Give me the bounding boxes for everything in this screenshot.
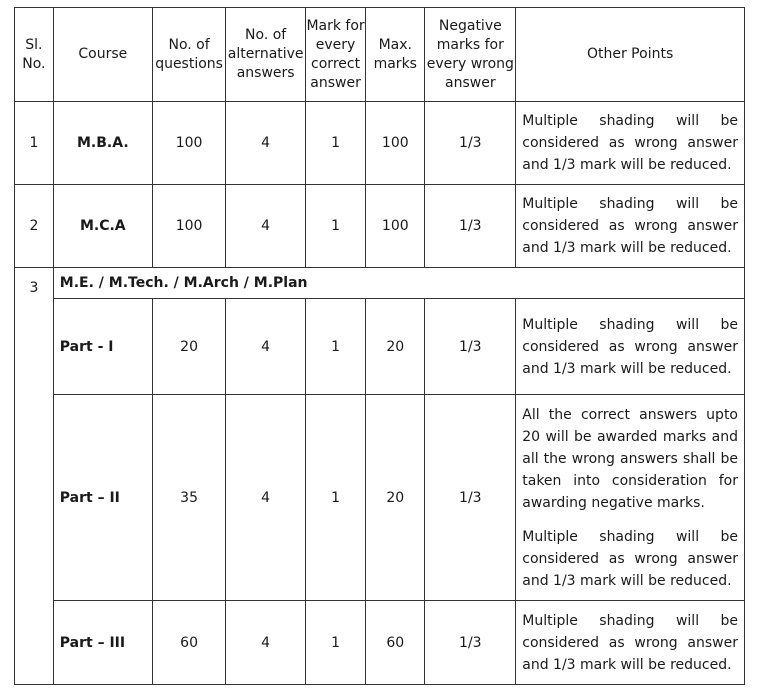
table-row (15, 601, 745, 685)
header-other: Other Points (516, 8, 745, 102)
part-cell: Part - I (53, 299, 152, 395)
table-row (15, 395, 745, 601)
notes-cell (516, 601, 745, 685)
max-cell: 100 (366, 185, 425, 268)
notes-cell (516, 185, 745, 268)
max-cell: 100 (366, 102, 425, 185)
questions-cell: 100 (152, 102, 226, 185)
part-cell: Part – II (53, 395, 152, 601)
negative-cell: 1/3 (425, 601, 516, 685)
questions-cell: 60 (152, 601, 226, 685)
table-row (15, 299, 745, 395)
header-row (15, 8, 745, 102)
course-cell: M.B.A. (53, 102, 152, 185)
mark-cell: 1 (305, 299, 365, 395)
note-text: Multiple shading will be considered as wrong answer and 1/3 mark will be reduced. (522, 612, 738, 673)
header-course: Course (53, 8, 152, 102)
alternatives-cell: 4 (226, 102, 306, 185)
header-mark: Mark for every correct answer (305, 8, 365, 102)
notes-cell (516, 102, 745, 185)
questions-cell: 100 (152, 185, 226, 268)
mark-cell: 1 (305, 395, 365, 601)
negative-cell: 1/3 (425, 395, 516, 601)
max-cell: 20 (366, 299, 425, 395)
note-text: Multiple shading will be considered as wrong answer and 1/3 mark will be reduced. (522, 316, 738, 377)
note-text: Multiple shading will be considered as wrong answer and 1/3 mark will be reduced. (522, 196, 738, 256)
mark-cell: 1 (305, 102, 365, 185)
alternatives-cell: 4 (226, 299, 306, 395)
sl-cell: 1 (15, 102, 54, 185)
questions-cell: 20 (152, 299, 226, 395)
negative-cell: 1/3 (425, 299, 516, 395)
sl-cell: 2 (15, 185, 54, 268)
alternatives-cell: 4 (226, 601, 306, 685)
mark-cell: 1 (305, 601, 365, 685)
max-cell: 20 (366, 395, 425, 601)
table-row (15, 102, 745, 185)
notes-cell (516, 395, 745, 601)
note-text: All the correct answers upto 20 will be awarded marks and all the wrong answers shall be taken into consideration for awarding negative marks. (522, 406, 738, 511)
header-questions: No. of questions (152, 8, 226, 102)
part-cell: Part – III (53, 601, 152, 685)
alternatives-cell: 4 (226, 185, 306, 268)
course-cell: M.C.A (53, 185, 152, 268)
questions-cell: 35 (152, 395, 226, 601)
note-text-2: Multiple shading will be considered as wrong answer and 1/3 mark will be reduced. (522, 528, 738, 589)
header-negative: Negative marks for every wrong answer (425, 8, 516, 102)
negative-cell: 1/3 (425, 102, 516, 185)
sl-cell: 3 (15, 268, 54, 685)
header-sl: Sl. No. (15, 8, 54, 102)
group-title: M.E. / M.Tech. / M.Arch / M.Plan (53, 268, 744, 299)
header-alternatives: No. of alternative answers (226, 8, 306, 102)
max-cell: 60 (366, 601, 425, 685)
marking-scheme-table (14, 7, 745, 685)
negative-cell: 1/3 (425, 185, 516, 268)
notes-cell (516, 299, 745, 395)
mark-cell: 1 (305, 185, 365, 268)
note-text: Multiple shading will be considered as wrong answer and 1/3 mark will be reduced. (522, 113, 738, 173)
table-row (15, 185, 745, 268)
alternatives-cell: 4 (226, 395, 306, 601)
header-max: Max. marks (366, 8, 425, 102)
group-title-row (15, 268, 745, 299)
